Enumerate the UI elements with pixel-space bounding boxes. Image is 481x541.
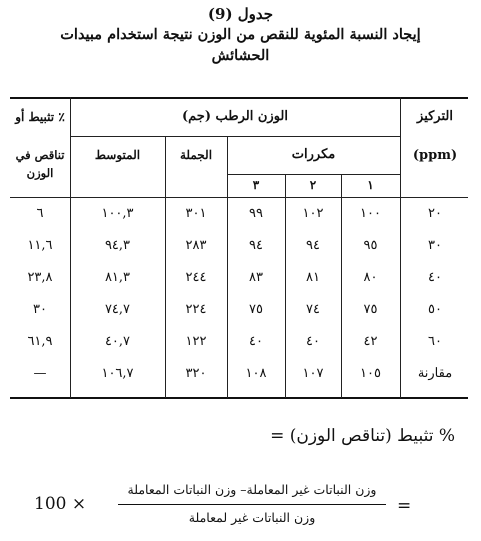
table-cell-r3: ٩٩	[249, 206, 263, 221]
table-cell-avg: ٤٠,٧	[104, 334, 131, 349]
header-replicate-3: ٣	[252, 178, 260, 192]
title-block	[0, 4, 481, 66]
table-cell-r1: ٨٠	[363, 270, 378, 285]
table-caption-continued: الحشائش	[211, 47, 270, 64]
table-cell-conc: ٢٠	[428, 206, 442, 221]
table-cell-r1: ٩٥	[363, 238, 378, 253]
table-cell-conc: ٤٠	[428, 270, 442, 285]
col-divider-concentration	[400, 97, 401, 398]
formula-multiplier: 100 ×	[34, 494, 87, 514]
table-cell-r1: ١٠٥	[360, 366, 381, 381]
header-total: الجملة	[179, 148, 213, 162]
table-cell-pct: ١١,٦	[27, 238, 53, 253]
table-cell-r2: ٩٤	[306, 238, 320, 253]
table-cell-r1: ١٠٠	[360, 206, 381, 221]
table-cell-r2: ٧٤	[306, 302, 320, 317]
formula-equals: =	[397, 496, 412, 516]
table-cell-conc: ٣٠	[428, 238, 442, 253]
table-cell-avg: ٨١,٣	[104, 270, 131, 285]
table-cell-total: ٣٢٠	[185, 366, 207, 381]
header-divider-wet-weight	[70, 136, 400, 137]
table-cell-total: ٢٤٤	[185, 270, 207, 285]
formula-lhs: % تثبيط (تناقص الوزن) =	[270, 426, 455, 446]
table-cell-avg: ٩٤,٣	[104, 238, 131, 253]
table-cell-total: ٣٠١	[185, 206, 207, 221]
fraction-bar	[118, 504, 386, 505]
header-inhibition-line2: تناقص في الوزن	[15, 148, 65, 180]
table-cell-r3: ٩٤	[249, 238, 263, 253]
header-replicate-2: ٢	[309, 178, 317, 192]
table-cell-r2: ١٠٧	[302, 366, 324, 381]
header-concentration: التركيز	[417, 109, 453, 124]
table-cell-pct: ٦١,٩	[27, 334, 53, 349]
table-caption: إيجاد النسبة المئوية للنقص من الوزن نتيجة استخدام مبيدات	[60, 26, 421, 43]
table-cell-r3: ٧٥	[249, 302, 263, 317]
table-cell-total: ٢٨٣	[185, 238, 207, 253]
col-divider-average	[165, 136, 166, 398]
table-number: جدول (9)	[207, 5, 274, 23]
table-cell-pct: ٦	[36, 206, 44, 221]
table-cell-conc: ٦٠	[428, 334, 442, 349]
table-cell-r1: ٤٢	[363, 334, 378, 349]
table-cell-avg: ١٠٠,٣	[101, 206, 134, 221]
header-concentration-unit: (ppm)	[412, 148, 458, 163]
header-replicate-1: ١	[367, 178, 374, 192]
table-cell-r2: ٤٠	[306, 334, 320, 349]
table-cell-conc: مقارنة	[417, 366, 453, 381]
table-cell-avg: ١٠٦,٧	[101, 366, 134, 381]
table-cell-pct: ٢٣,٨	[27, 270, 53, 285]
header-divider-replicates	[227, 174, 400, 175]
table-cell-total: ١٢٢	[185, 334, 207, 349]
formula-numerator: وزن النباتات غير المعاملة– وزن النباتات المعاملة	[127, 482, 377, 497]
data-table	[10, 97, 468, 399]
formula-denominator: وزن النباتات غير لمعاملة	[188, 510, 316, 525]
table-cell-r3: ٤٠	[249, 334, 263, 349]
table-cell-avg: ٧٤,٧	[104, 302, 131, 317]
table-cell-r2: ٨١	[306, 270, 320, 285]
table-cell-r3: ١٠٨	[245, 366, 267, 381]
table-cell-pct: —	[33, 366, 47, 381]
table-cell-conc: ٥٠	[428, 302, 442, 317]
table-cell-total: ٢٢٤	[185, 302, 207, 317]
header-wet-weight: الوزن الرطب (جم)	[181, 109, 288, 124]
formula-fraction	[118, 470, 386, 530]
header-inhibition-line1: ٪ تثبيط أو	[15, 110, 65, 124]
table-cell-pct: ٣٠	[33, 302, 47, 317]
table-cell-r3: ٨٣	[249, 270, 263, 285]
header-average: المتوسط	[94, 148, 141, 162]
table-cell-r1: ٧٥	[363, 302, 378, 317]
header-replicates: مكررات	[291, 147, 336, 162]
table-cell-r2: ١٠٢	[302, 206, 324, 221]
